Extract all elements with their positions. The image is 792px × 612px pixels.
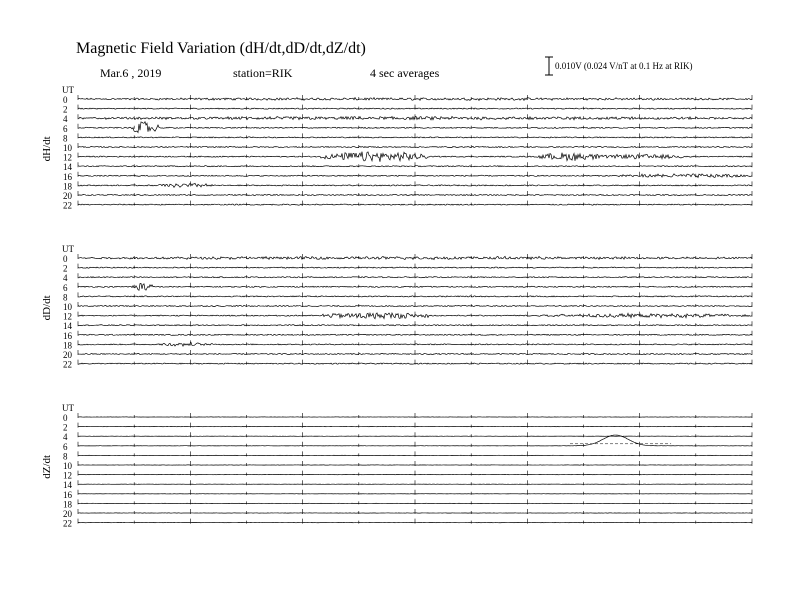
row-tick-label: 4 (63, 432, 68, 443)
row-tick-label: 18 (63, 181, 72, 192)
row-tick-label: 18 (63, 499, 72, 510)
row-tick-label: 12 (63, 152, 72, 163)
row-tick-label: 18 (63, 340, 72, 351)
row-tick-label: 20 (63, 191, 72, 201)
row-tick-label: 12 (63, 311, 72, 322)
panels-group (41, 85, 752, 529)
row-tick-label: 2 (63, 422, 68, 433)
row-tick-label: 14 (63, 162, 72, 173)
row-tick-label: 16 (63, 489, 72, 500)
row-tick-label: 16 (63, 171, 72, 182)
panel-ylabel: dH/dt (41, 136, 53, 162)
row-tick-label: 0 (63, 95, 68, 105)
ut-label: UT (62, 403, 74, 413)
row-tick-label: 10 (63, 461, 72, 471)
row-tick-label: 6 (63, 282, 68, 293)
row-tick-label: 22 (63, 518, 72, 529)
panel-dH-dt (41, 85, 752, 211)
station-label: station=RIK (233, 66, 293, 80)
row-tick-label: 22 (63, 359, 72, 370)
row-tick-label: 16 (63, 330, 72, 341)
row-tick-label: 0 (63, 254, 68, 264)
row-tick-label: 8 (63, 451, 68, 462)
panel-ylabel: dZ/dt (41, 454, 53, 479)
row-tick-label: 20 (63, 350, 72, 360)
row-tick-label: 12 (63, 470, 72, 481)
panel-dZ-dt (41, 403, 752, 529)
panel-dD-dt (41, 244, 752, 370)
row-tick-label: 14 (63, 321, 72, 332)
row-tick-label: 6 (63, 441, 68, 452)
row-tick-label: 2 (63, 104, 68, 115)
row-tick-label: 4 (63, 114, 68, 125)
chart-title: Magnetic Field Variation (dH/dt,dD/dt,dZ/dt) (76, 40, 366, 57)
panel-ylabel: dD/dt (41, 295, 53, 321)
scale-bar (545, 57, 553, 75)
row-tick-label: 8 (63, 133, 68, 144)
ut-label: UT (62, 85, 74, 95)
row-tick-label: 0 (63, 413, 68, 423)
row-tick-label: 8 (63, 292, 68, 303)
date-label: Mar.6 , 2019 (100, 66, 162, 80)
ut-label: UT (62, 244, 74, 254)
scale-label: 0.010V (0.024 V/nT at 0.1 Hz at RIK) (555, 61, 693, 71)
row-tick-label: 14 (63, 480, 72, 491)
row-tick-label: 4 (63, 273, 68, 284)
averaging-label: 4 sec averages (370, 66, 440, 80)
row-tick-label: 22 (63, 200, 72, 211)
row-tick-label: 10 (63, 143, 72, 153)
row-tick-label: 20 (63, 509, 72, 519)
row-tick-label: 2 (63, 263, 68, 274)
row-tick-label: 10 (63, 302, 72, 312)
row-tick-label: 6 (63, 123, 68, 134)
